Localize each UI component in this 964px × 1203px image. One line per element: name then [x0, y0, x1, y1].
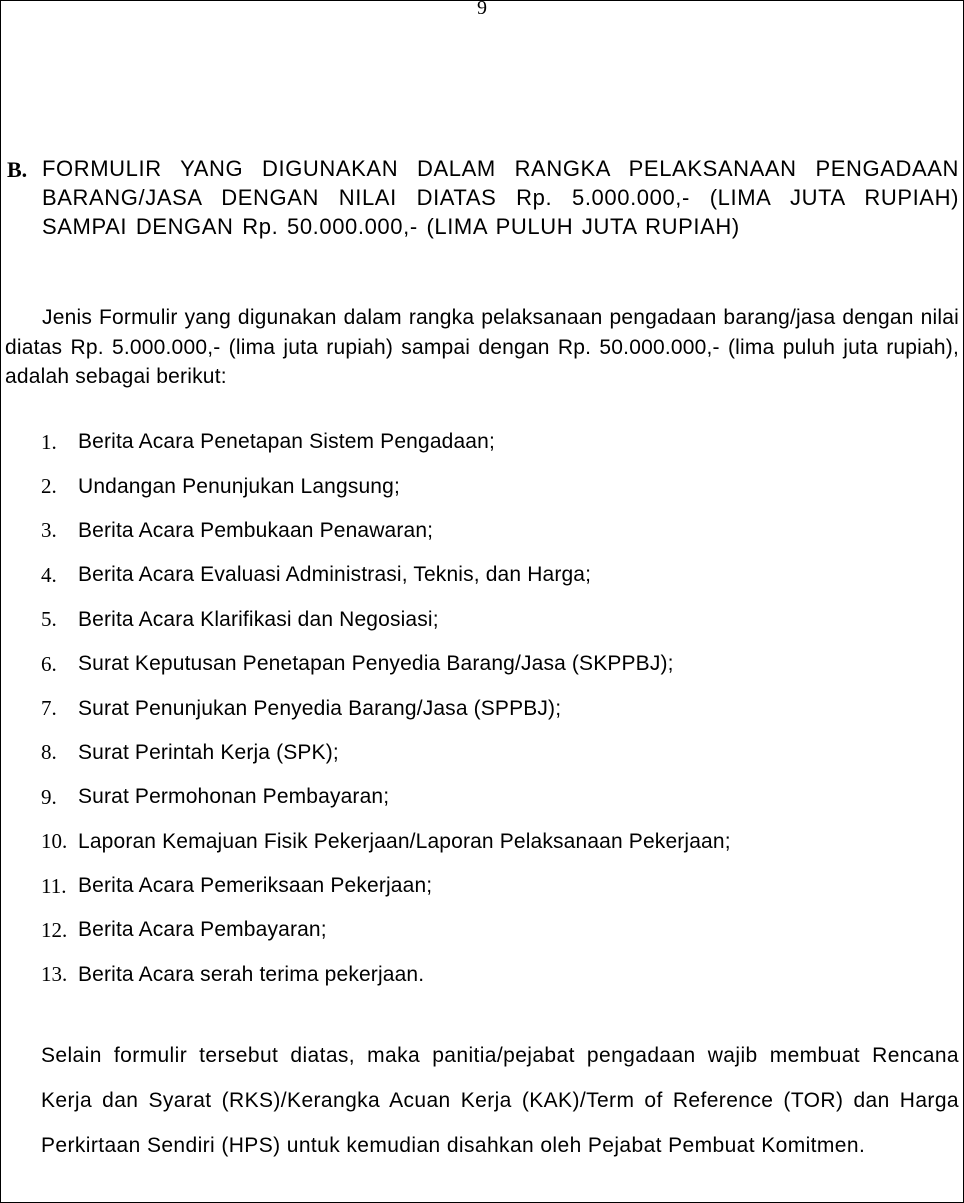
list-item-number: 9. [41, 784, 57, 809]
list-item [1, 598, 961, 642]
list-item-text: Berita Acara Evaluasi Administrasi, Teknis, dan Harga; [78, 563, 592, 587]
list-item-number: 10. [41, 829, 68, 854]
list-item-text: Surat Keputusan Penetapan Penyedia Barang/Jasa (SKPPBJ); [78, 652, 674, 676]
list-item-text: Surat Penunjukan Penyedia Barang/Jasa (SPPBJ); [78, 696, 562, 720]
list-item [1, 731, 961, 775]
list-item-text: Surat Perintah Kerja (SPK); [78, 740, 339, 764]
list-item-text: Berita Acara Pembukaan Penawaran; [78, 518, 434, 542]
list-item [1, 686, 961, 730]
list-item-number: 2. [41, 474, 57, 499]
list-item-number: 5. [41, 607, 57, 632]
list-item-text: Berita Acara Klarifikasi dan Negosiasi; [78, 607, 439, 631]
list-item [1, 775, 961, 819]
section-heading [7, 154, 959, 241]
closing-paragraph: Selain formulir tersebut diatas, maka panitia/pejabat pengadaan wajib membuat Rencana Kerja dan Syarat (RKS)/Kerangka Acuan Kerja (KAK)/Term of Reference (TOR) dan Harga Perkirtaan Sendiri (HPS) untuk kemudian disahkan oleh Pejabat Pembuat Komitmen. [41, 1044, 959, 1157]
list-item [1, 553, 961, 597]
list-item [1, 642, 961, 686]
list-item-number: 8. [41, 740, 57, 765]
list-item [1, 864, 961, 908]
list-item-text: Berita Acara Penetapan Sistem Pengadaan; [78, 430, 495, 454]
list-item-text: Berita Acara Pemeriksaan Pekerjaan; [78, 874, 433, 898]
list-item-text: Surat Permohonan Pembayaran; [78, 785, 390, 809]
list-item-number: 7. [41, 696, 57, 721]
list-item [1, 464, 961, 508]
section-letter: B. [7, 157, 28, 182]
list-item-number: 11. [41, 873, 67, 898]
list-item-number: 13. [41, 962, 68, 987]
list-item [1, 820, 961, 864]
list-item-text: Berita Acara serah terima pekerjaan. [78, 962, 425, 986]
list-item [1, 509, 961, 553]
list-item [1, 420, 961, 464]
list-item-number: 12. [41, 917, 68, 942]
list-item-text: Berita Acara Pembayaran; [78, 918, 327, 942]
intro-paragraph: Jenis Formulir yang digunakan dalam rangka pelaksanaan pengadaan barang/jasa dengan nilai diatas Rp. 5.000.000,- (lima juta rupiah) sampai dengan Rp. 50.000.000,- (lima puluh juta rupiah), adalah sebagai berikut: [5, 306, 959, 388]
list-item-number: 3. [41, 518, 57, 543]
list-item-text: Undangan Penunjukan Langsung; [78, 474, 400, 498]
form-list [1, 420, 961, 997]
section-title: FORMULIR YANG DIGUNAKAN DALAM RANGKA PELAKSANAAN PENGADAAN BARANG/JASA DENGAN NILAI DIATAS Rp. 5.000.000,- (LIMA JUTA RUPIAH) SAMPAI DENGAN Rp. 50.000.000,- (LIMA PULUH JUTA RUPIAH) [42, 156, 959, 239]
list-item-text: Laporan Kemajuan Fisik Pekerjaan/Laporan Pelaksanaan Pekerjaan; [78, 829, 731, 853]
list-item [1, 908, 961, 952]
page-number: 9 [477, 0, 487, 19]
list-item [1, 953, 961, 997]
list-item-number: 1. [41, 429, 57, 454]
list-item-number: 4. [41, 562, 57, 587]
list-item-number: 6. [41, 651, 57, 676]
